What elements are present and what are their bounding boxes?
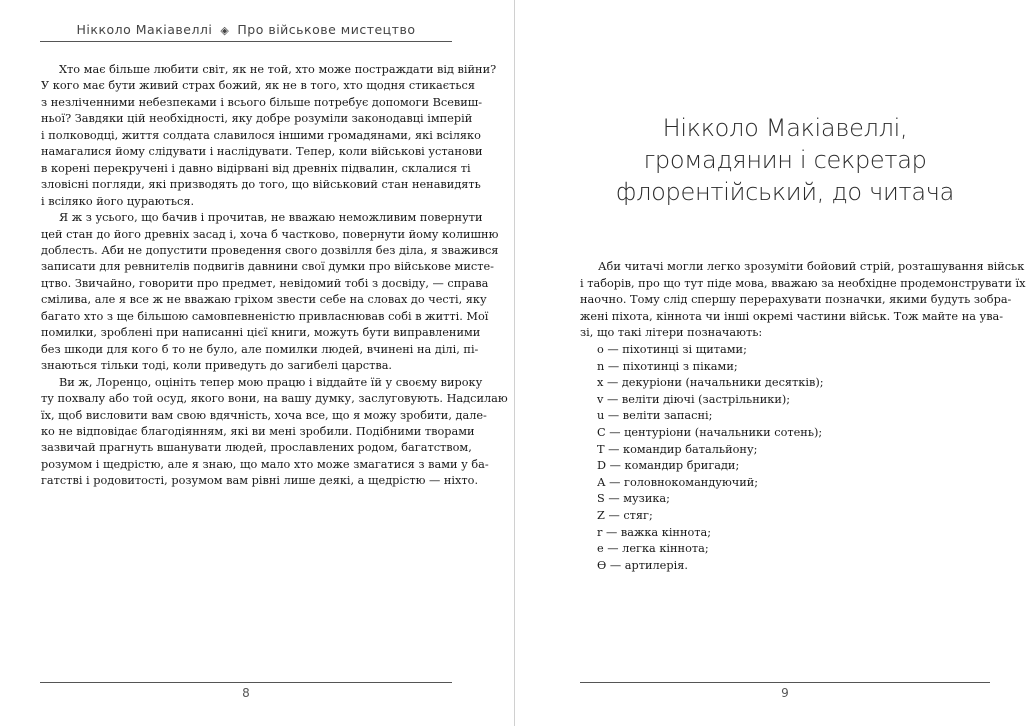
text-line: з незліченними небезпеками і всього більше потребує допомоги Всевиш- [41, 95, 483, 109]
text-line: намагалися йому слідувати і наслідувати. Тепер, коли військові установи [41, 145, 483, 159]
legend-item: С — центуріони (начальники сотень); [597, 425, 823, 439]
text-line: гатстві і родовитості, розумом вам рівні лише деякі, а щедрістю — ніхто. [41, 474, 479, 488]
text-line: жені піхота, кіннота чи інші окремі частини військ. Тож майте на ува- [580, 309, 1004, 323]
left-page-body [41, 62, 508, 490]
text-line: в корені перекручені і давно відірвані від древніх підвалин, склалися ті [41, 161, 471, 175]
chapter-title [580, 112, 990, 208]
text-line: доблесть. Аби не допустити проведення свого дозвілля без діла, я зважився [41, 243, 499, 257]
legend-item: e — легка кіннота; [597, 542, 709, 556]
intro-paragraph [580, 259, 1026, 342]
text-line: цтво. Звичайно, говорити про предмет, невідомий тобі з досвіду, — справа [41, 276, 489, 290]
page-number-right: 9 [781, 686, 789, 700]
legend-item: о — піхотинці зі щитами; [597, 342, 747, 356]
footer-rule [580, 682, 990, 683]
text-line: цей стан до його древніх засад і, хоча б частково, повернути йому колишню [41, 227, 499, 241]
header-ornament-icon: ◈ [220, 24, 230, 37]
legend-item: Т — командир батальйону; [597, 442, 758, 456]
legend-item: r — важка кіннота; [597, 525, 712, 539]
left-page [0, 0, 514, 726]
text-line: багато хто з ще більшою самовпевненістю привласнював собі в житті. Мої [41, 309, 489, 323]
body-paragraph [41, 375, 508, 490]
running-header [40, 22, 452, 37]
footer-rule [40, 682, 452, 683]
legend-item: D — командир бригади; [597, 459, 740, 473]
text-line: ньої? Завдяки цій необхідності, яку добре розуміли законодавці імперій [41, 112, 473, 126]
body-paragraph [41, 210, 499, 375]
body-paragraph [41, 62, 497, 210]
text-line: Я ж з усього, що бачив і прочитав, не вважаю неможливим повернути [59, 211, 483, 225]
text-line: зі, що такі літери позначають: [580, 326, 763, 340]
text-line: без шкоди для кого б то не було, але помилки людей, вчинені на ділі, пі- [41, 342, 479, 356]
legend-item: ϴ — артилерія. [597, 558, 688, 572]
text-line: зловісні погляди, які призводять до того, що військовий стан ненавидять [41, 178, 481, 192]
text-line: ко не відповідає благодіянням, які ви мені зробили. Подібними творами [41, 424, 475, 438]
text-line: зазвичай прагнуть вшанувати людей, прославлених родом, багатством, [41, 441, 472, 455]
text-line: ту похвалу або той осуд, якого вони, на вашу думку, заслуговують. Надсилаю [41, 392, 508, 406]
header-author: Нікколо Макіавеллі [76, 22, 213, 37]
text-line: розумом і щедрістю, але я знаю, що мало хто може змагатися з вами у ба- [41, 457, 489, 471]
legend-item: х — декуріони (начальники десятків); [597, 376, 824, 390]
legend-item: Z — стяг; [597, 508, 653, 522]
legend-item: v — веліти діючі (застрільники); [597, 392, 791, 406]
text-line: Ви ж, Лоренцо, оцініть тепер мою працю і віддайте їй у своєму вироку [59, 375, 483, 389]
text-line: Аби читачі могли легко зрозуміти бойовий стрій, розташування військ [598, 260, 1025, 273]
text-line: наочно. Тому слід спершу перерахувати позначки, якими будуть зобра- [580, 293, 1012, 307]
text-line: і всіляко його цураються. [41, 194, 195, 208]
legend-item: S — музика; [597, 492, 670, 506]
chapter-title-line: флорентійський, до читача [615, 178, 955, 206]
legend-item: n — піхотинці з піками; [597, 359, 738, 373]
header-book-title: Про військове мистецтво [237, 22, 416, 37]
text-line: їх, щоб висловити вам свою вдячність, хоча все, що я можу зробити, дале- [41, 408, 487, 422]
chapter-title-line: громадянин і секретар [643, 146, 927, 174]
text-line: Хто має більше любити світ, як не той, хто може постраждати від війни? [59, 63, 497, 76]
chapter-title-line: Нікколо Макіавеллі, [662, 114, 908, 142]
text-line: помилки, зроблені при написанні цієї книги, можуть бути виправленими [41, 326, 481, 340]
right-page-body [580, 259, 1026, 574]
text-line: смілива, але я все ж не вважаю гріхом звести себе на словах до честі, яку [41, 293, 487, 307]
page-number-left: 8 [242, 686, 250, 700]
legend-item: u — веліти запасні; [597, 409, 713, 423]
text-line: записати для ревнителів подвигів давнини свої думки про військове мисте- [41, 260, 494, 274]
text-line: У кого має бути живий страх божий, як не в того, хто щодня стикається [41, 79, 475, 93]
legend-item: А — головнокомандуючий; [597, 475, 759, 489]
right-page [515, 0, 1032, 726]
symbol-legend-list [580, 342, 990, 574]
text-line: знаються тільки тоді, коли приведуть до загибелі царства. [41, 359, 393, 373]
text-line: і таборів, про що тут піде мова, вважаю за необхідне продемонструвати їх [580, 276, 1026, 290]
header-rule [40, 41, 452, 42]
text-line: і полководці, життя солдата славилося іншими громадянами, які всіляко [41, 128, 481, 142]
